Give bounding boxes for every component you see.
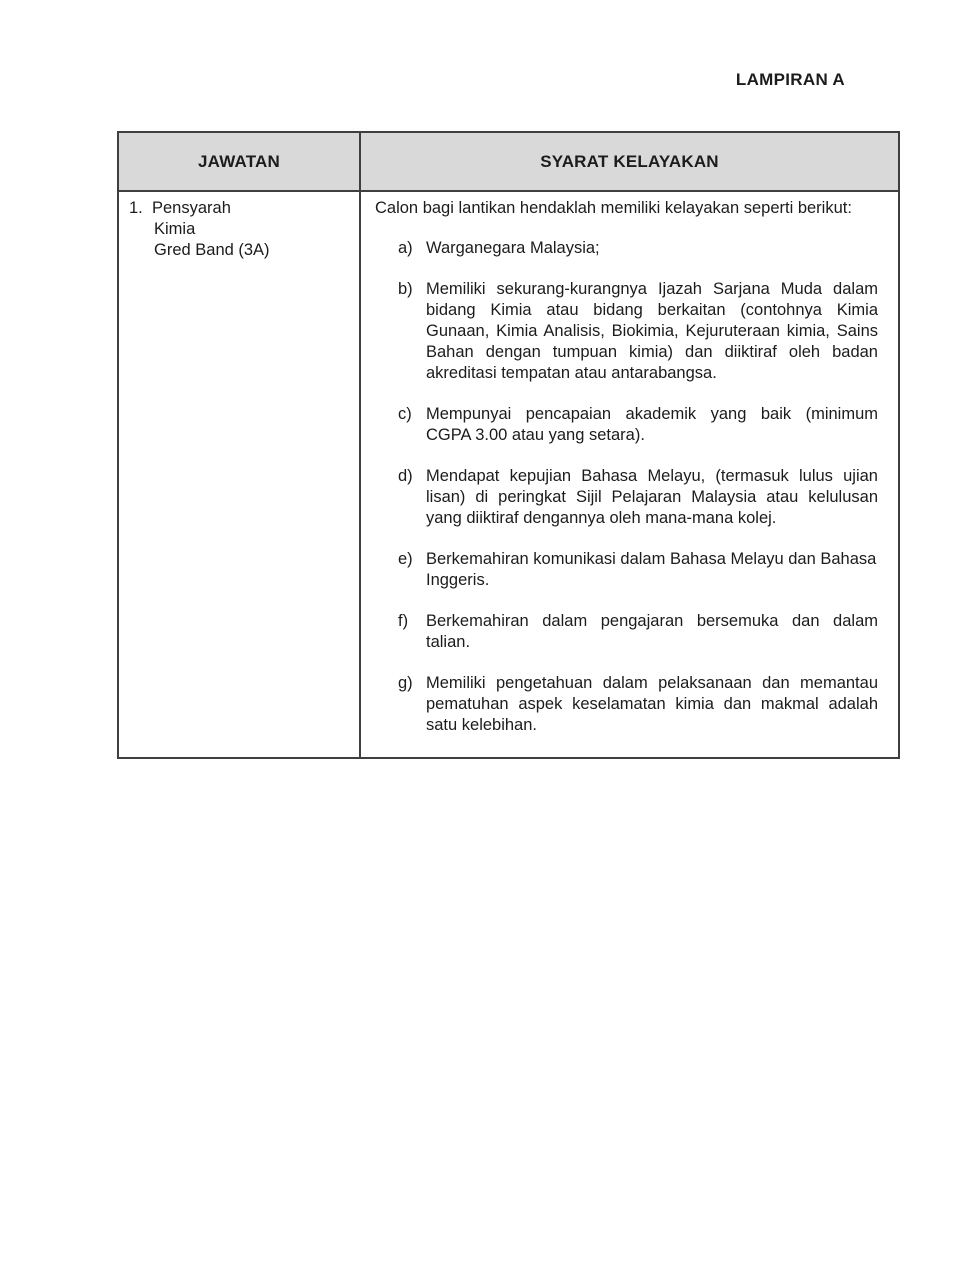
item-text: Mempunyai pencapaian akademik yang baik (minimum CGPA 3.00 atau yang setara).: [426, 405, 878, 444]
position-line: Kimia: [154, 220, 196, 238]
requirement-item: [375, 549, 878, 591]
page-title: LAMPIRAN A: [735, 70, 845, 89]
table-row: [118, 191, 899, 758]
requirement-item: [375, 238, 878, 259]
item-text: Berkemahiran komunikasi dalam Bahasa Melayu dan Bahasa Inggeris.: [426, 550, 877, 589]
syarat-kelayakan-cell: [360, 191, 899, 758]
item-text: Memiliki sekurang-kurangnya Ijazah Sarjana Muda dalam bidang Kimia atau bidang berkaitan (contohnya Kimia Gunaan, Kimia Analisis, Biokimia, Kejuruteraan kimia, Sains Bahan dengan tumpuan kimia) dan diiktiraf oleh badan akreditasi tempatan atau antarabangsa.: [426, 280, 878, 382]
position-line: [129, 198, 351, 219]
position-line: Gred Band (3A): [154, 241, 270, 259]
position-title: Pensyarah: [152, 199, 231, 217]
item-letter: g): [398, 674, 413, 692]
item-letter: f): [398, 612, 409, 630]
item-letter: e): [398, 550, 413, 568]
item-text: Warganegara Malaysia;: [426, 239, 600, 257]
item-text: Berkemahiran dalam pengajaran bersemuka dan dalam talian.: [426, 612, 878, 651]
item-letter: a): [398, 239, 413, 257]
requirements-table: [117, 131, 900, 759]
item-text: Memiliki pengetahuan dalam pelaksanaan dan memantau pematuhan aspek keselamatan kimia dan makmal adalah satu kelebihan.: [426, 674, 878, 734]
column-header-jawatan: JAWATAN: [118, 132, 360, 191]
column-header-syarat-kelayakan: SYARAT KELAYAKAN: [360, 132, 899, 191]
intro-text: Calon bagi lantikan hendaklah memiliki kelayakan seperti berikut:: [375, 199, 852, 217]
table-header-row: [118, 132, 899, 191]
position-info: [129, 198, 351, 261]
requirement-item: [375, 466, 878, 529]
item-letter: c): [398, 405, 412, 423]
jawatan-cell: [118, 191, 360, 758]
item-text: Mendapat kepujian Bahasa Melayu, (termasuk lulus ujian lisan) di peringkat Sijil Pelajaran Malaysia atau kelulusan yang diiktiraf dengannya oleh mana-mana kolej.: [426, 467, 878, 527]
row-number: 1.: [129, 199, 143, 217]
requirement-item: [375, 279, 878, 384]
requirement-item: [375, 673, 878, 736]
item-letter: b): [398, 280, 413, 298]
requirement-item: [375, 404, 878, 446]
requirement-item: [375, 611, 878, 653]
requirements-list: [375, 238, 878, 736]
item-letter: d): [398, 467, 413, 485]
